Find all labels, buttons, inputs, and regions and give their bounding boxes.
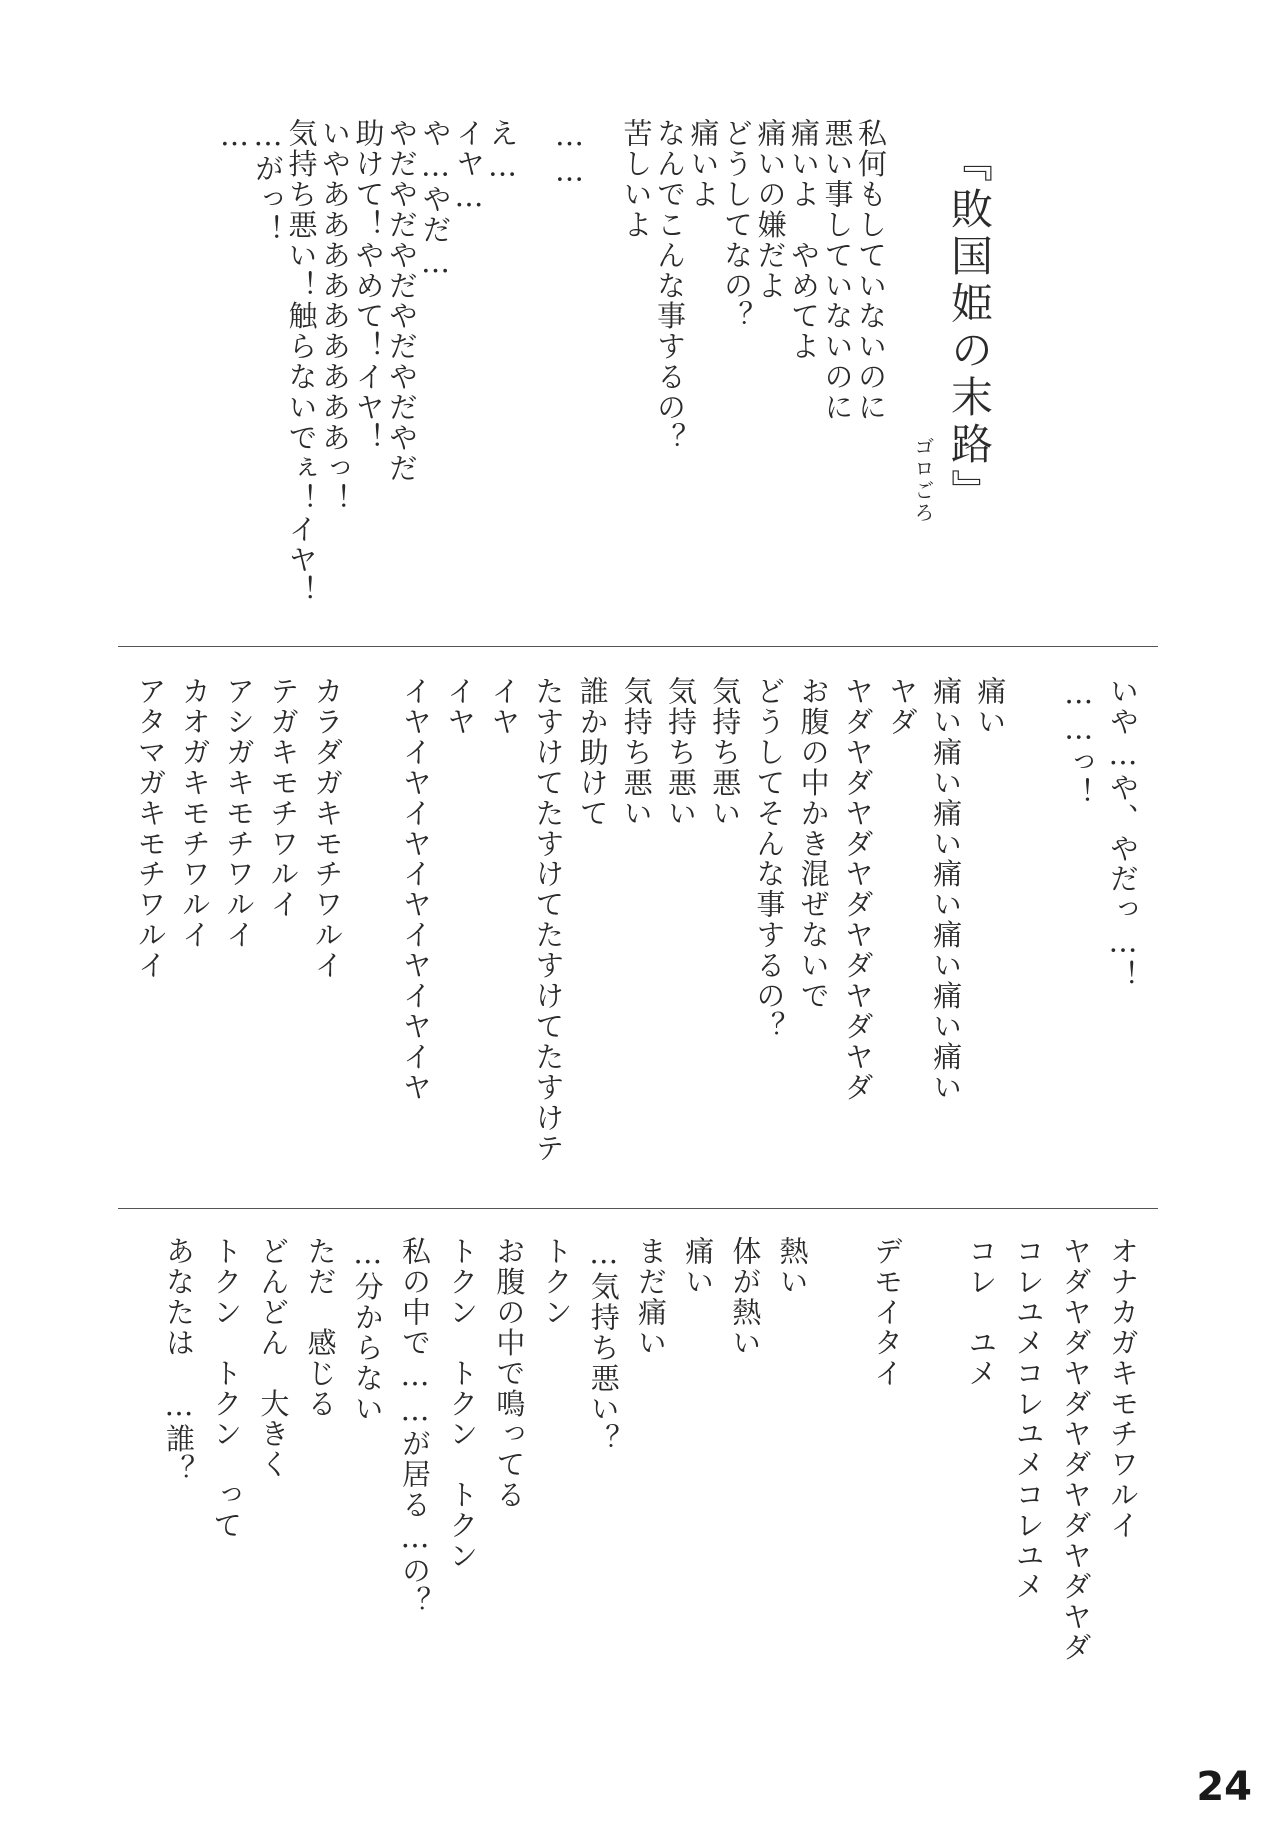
text-line: どうしてそんな事するの？ [752,676,787,1042]
text-line: 体が熱い [728,1236,763,1358]
text-line: たすけてたすけてたすけてたすけテ [531,676,566,1164]
text-line: 気持ち悪い [619,676,654,829]
text-line: 気持ち悪い！触らないでぇ！イヤ！ [284,118,319,606]
text-line: 痛いよ [686,118,721,210]
text-line: 痛い [681,1236,716,1297]
text-line: やだやだやだやだやだやだ [385,118,419,484]
text-line: カオガキモチワルイ [177,676,212,951]
text-line: 痛い [973,676,1008,737]
text-line: 誰か助けて [575,676,610,829]
text-line: デモイタイ [870,1236,904,1389]
text-line: いやあああああああああっ！ [318,118,352,514]
text-line: 痛い痛い痛い痛い痛い痛い痛い [929,676,964,1103]
text-line: や…やだ… [418,118,453,281]
text-line: あなたは …誰？ [162,1236,196,1485]
text-line: コレ ユメ [964,1236,999,1389]
text-line: まだ痛い [634,1236,668,1358]
text-line: 痛いよ やめてよ [787,118,821,362]
text-line: … [217,118,252,154]
story-author: ゴロごろ [911,436,935,524]
text-line: ヤダヤダヤダヤダヤダヤダヤダ [840,676,875,1103]
text-line: どうしてなの？ [720,118,754,332]
text-line: イヤ… [452,118,486,215]
text-line: アシガキモチワルイ [222,676,256,951]
text-line: トクン [539,1236,574,1328]
text-line: トクン トクン って [209,1236,244,1541]
text-line: イヤ [443,676,477,737]
text-line: …分からない [350,1236,385,1424]
text-line: 悪い事していないのに [820,118,855,423]
text-line: 痛いの嫌だよ [753,118,788,301]
text-line: カラダガキモチワルイ [310,676,345,981]
text-line: …… [552,118,587,189]
text-line: どんどん 大きく [256,1236,291,1480]
text-line: え… [485,118,520,184]
text-line: 助けて！やめて！イヤ！ [351,118,386,453]
text-line: 私何もしていないのに [854,118,888,423]
text-line: トクン トクン トクン [445,1236,480,1571]
text-line: 気持ち悪い [664,676,698,829]
middle-section [118,676,1158,1196]
text-line: お腹の中で鳴ってる [492,1236,527,1511]
text-line: ただ 感じる [303,1236,338,1419]
text-line: イヤイヤイヤイヤイヤイヤイヤ [398,676,433,1103]
story-title: 『敗国姫の末路』 [945,140,994,517]
text-line: コレユメコレユメコレユメ [1011,1236,1046,1602]
text-line: ヤダ [885,676,919,737]
text-line: なんでこんな事するの？ [653,118,687,453]
text-line: 私の中で……が居る…の？ [398,1236,432,1617]
page-number: 24 [1196,1764,1252,1810]
text-line: 熱い [775,1236,810,1297]
text-line: ヤダヤダヤダヤダヤダヤダヤダ [1058,1236,1093,1663]
text-line: 気持ち悪い [708,676,743,829]
text-line: 苦しいよ [619,118,654,240]
text-line: アタマガキモチワルイ [133,676,168,981]
divider-line-bottom [118,1208,1158,1209]
text-line: ……っ！ [1061,676,1096,808]
text-line: オナカガキモチワルイ [1106,1236,1140,1541]
text-line: いや…や、やだっ…！ [1106,676,1140,991]
text-line: イヤ [487,676,522,737]
top-section [118,118,1158,638]
divider-line-top [118,646,1158,647]
text-line: …がっ！ [251,118,285,245]
text-line: テガキモチワルイ [266,676,301,920]
text-line: お腹の中かき混ぜないで [796,676,831,1011]
text-line: …気持ち悪い？ [586,1236,621,1455]
bottom-section [118,1236,1158,1796]
